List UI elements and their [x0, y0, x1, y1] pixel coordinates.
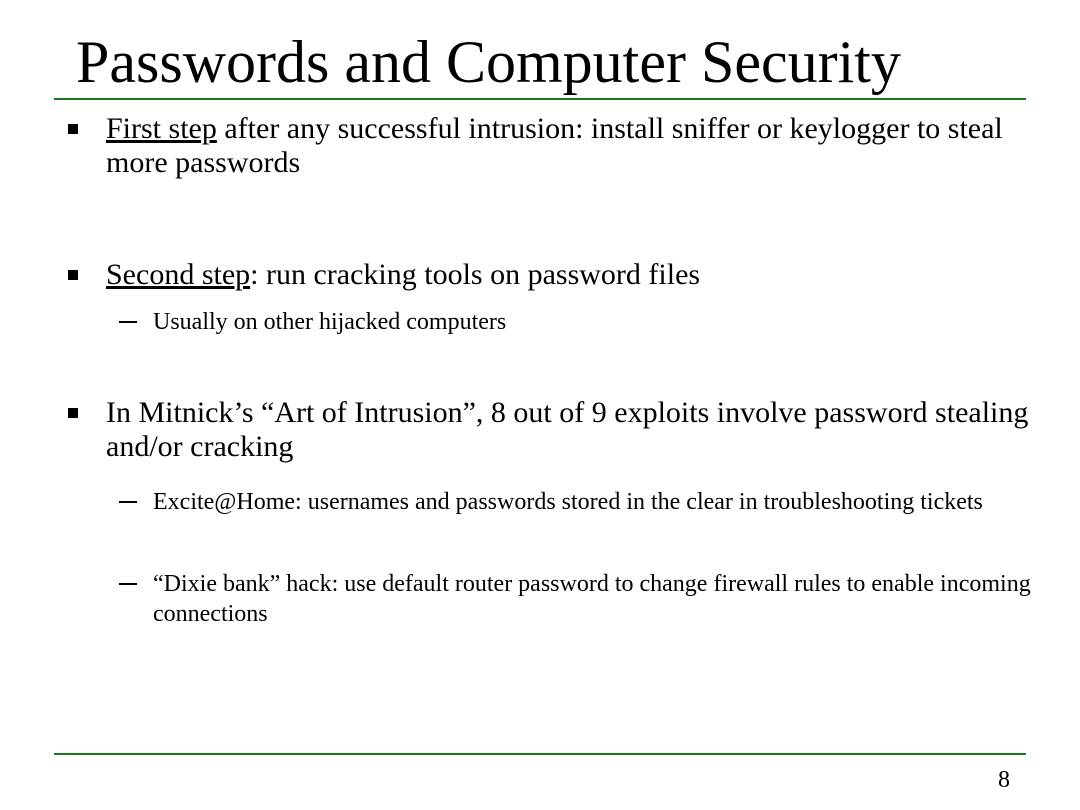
sub-bullet-excite — [153, 487, 1053, 517]
dash-bullet-icon — [119, 583, 137, 585]
bullet-text: In Mitnick’s “Art of Intrusion”, 8 out of 9 exploits involve password stealing and/or cracking — [106, 396, 1029, 463]
bullet-mitnick — [106, 396, 1046, 464]
bullet-first-step — [106, 112, 1046, 180]
sub-bullet-text: Excite@Home: usernames and passwords stored in the clear in troubleshooting tickets — [153, 489, 983, 515]
bullet-lead: First step — [106, 112, 217, 145]
sub-bullet-text: “Dixie bank” hack: use default router password to change firewall rules to enable incoming connections — [153, 571, 1031, 627]
slide-title: Passwords and Computer Security — [76, 29, 901, 95]
dash-bullet-icon — [119, 321, 137, 323]
title-divider — [54, 98, 1026, 100]
bullet-text: : run cracking tools on password files — [250, 258, 701, 291]
page-number: 8 — [998, 767, 1010, 793]
square-bullet-icon — [68, 124, 78, 134]
bullet-second-step — [106, 258, 1046, 292]
sub-bullet-hijacked — [153, 307, 1053, 337]
sub-bullet-text: Usually on other hijacked computers — [153, 309, 507, 335]
dash-bullet-icon — [119, 501, 137, 503]
bullet-text: after any successful intrusion: install sniffer or keylogger to steal more passwords — [106, 112, 1003, 179]
footer-divider — [54, 753, 1026, 755]
sub-bullet-dixie — [153, 569, 1053, 629]
bullet-lead: Second step — [106, 258, 251, 291]
square-bullet-icon — [68, 408, 78, 418]
square-bullet-icon — [68, 270, 78, 280]
